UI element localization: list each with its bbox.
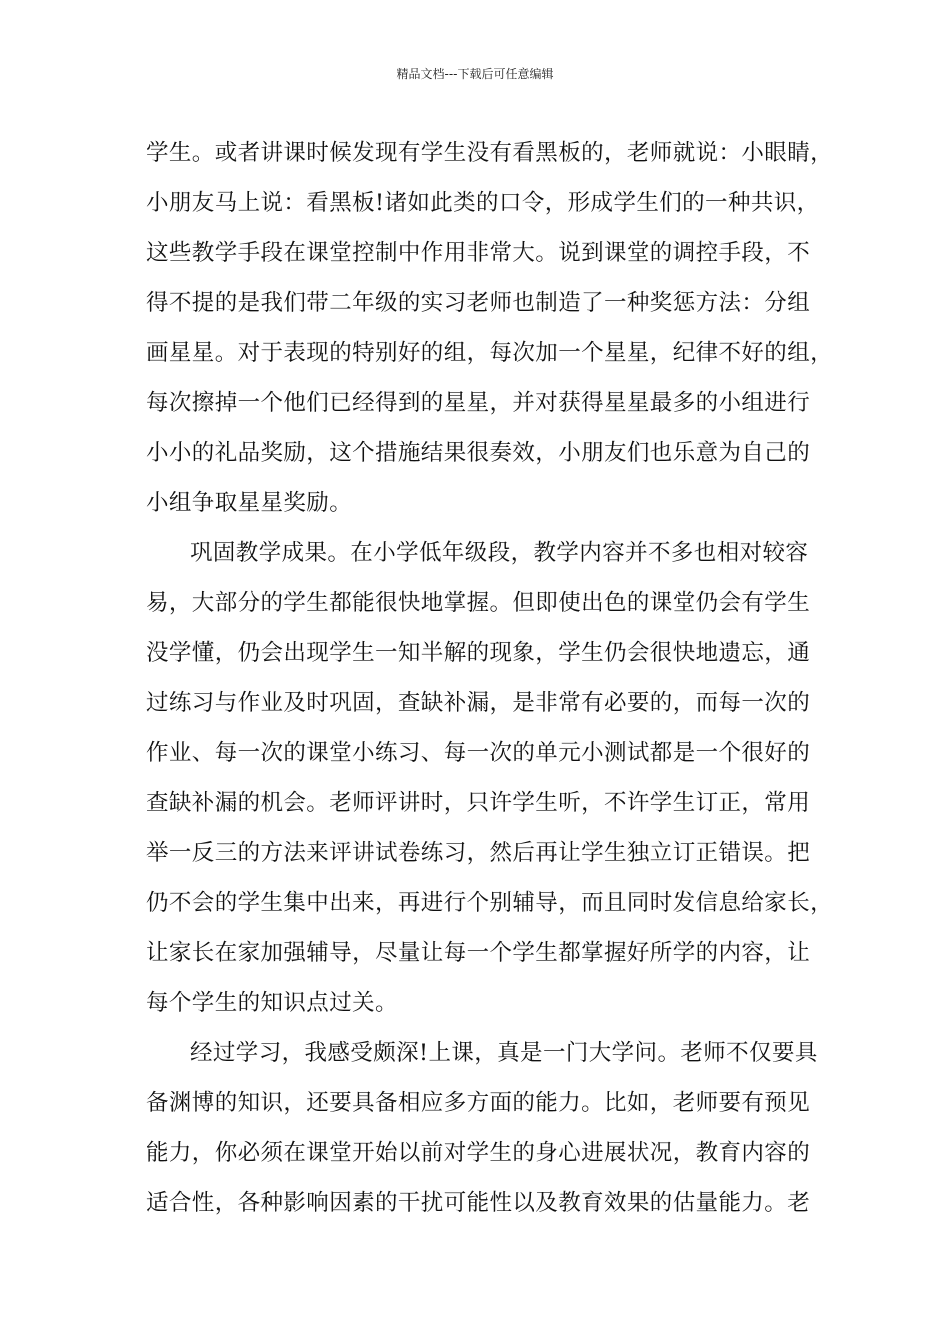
text-line: 查缺补漏的机会。老师评讲时，只许学生听，不许学生订正，常用 — [146, 790, 811, 816]
text-line: 这些教学手段在课堂控制中作用非常大。说到课堂的调控手段，不 — [146, 240, 811, 266]
text-line-indented: 巩固教学成果。在小学低年级段，教学内容并不多也相对较容 — [190, 540, 809, 566]
text-line: 易，大部分的学生都能很快地掌握。但即使出色的课堂仍会有学生 — [146, 590, 811, 616]
text-line: 仍不会的学生集中出来，再进行个别辅导，而且同时发信息给家长， — [146, 890, 834, 916]
text-line: 每个学生的知识点过关。 — [146, 990, 398, 1016]
paragraph-1 — [146, 128, 834, 528]
text-line: 过练习与作业及时巩固，查缺补漏，是非常有必要的，而每一次的 — [146, 690, 811, 716]
page-header: 精品文档---下载后可任意编辑 — [396, 67, 554, 81]
paragraph-2 — [146, 528, 834, 1028]
text-line: 学生。或者讲课时候发现有学生没有看黑板的，老师就说：小眼睛， — [146, 140, 834, 166]
text-line: 能力，你必须在课堂开始以前对学生的身心进展状况，教育内容的 — [146, 1140, 811, 1166]
text-line: 适合性，各种影响因素的干扰可能性以及教育效果的估量能力。老 — [146, 1190, 811, 1216]
paragraph-3 — [146, 1028, 816, 1228]
text-line: 小朋友马上说：看黑板!诸如此类的口令，形成学生们的一种共识， — [146, 190, 820, 216]
text-line: 作业、每一次的课堂小练习、每一次的单元小测试都是一个很好的 — [146, 740, 811, 766]
text-line: 每次擦掉一个他们已经得到的星星，并对获得星星最多的小组进行 — [146, 390, 811, 416]
text-line: 小小的礼品奖励，这个措施结果很奏效，小朋友们也乐意为自己的 — [146, 440, 811, 466]
text-line: 得不提的是我们带二年级的实习老师也制造了一种奖惩方法：分组 — [146, 290, 811, 316]
text-line: 画星星。对于表现的特别好的组，每次加一个星星，纪律不好的组， — [146, 340, 834, 366]
text-line-indented: 经过学习，我感受颇深!上课，真是一门大学问。老师不仅要具 — [190, 1040, 818, 1066]
body-text — [146, 128, 834, 1228]
text-line: 没学懂，仍会出现学生一知半解的现象，学生仍会很快地遗忘，通 — [146, 640, 811, 666]
text-line: 举一反三的方法来评讲试卷练习，然后再让学生独立订正错误。把 — [146, 840, 811, 866]
text-line: 小组争取星星奖励。 — [146, 490, 353, 516]
text-line: 备渊博的知识，还要具备相应多方面的能力。比如，老师要有预见 — [146, 1090, 811, 1116]
text-line: 让家长在家加强辅导，尽量让每一个学生都掌握好所学的内容，让 — [146, 940, 811, 966]
